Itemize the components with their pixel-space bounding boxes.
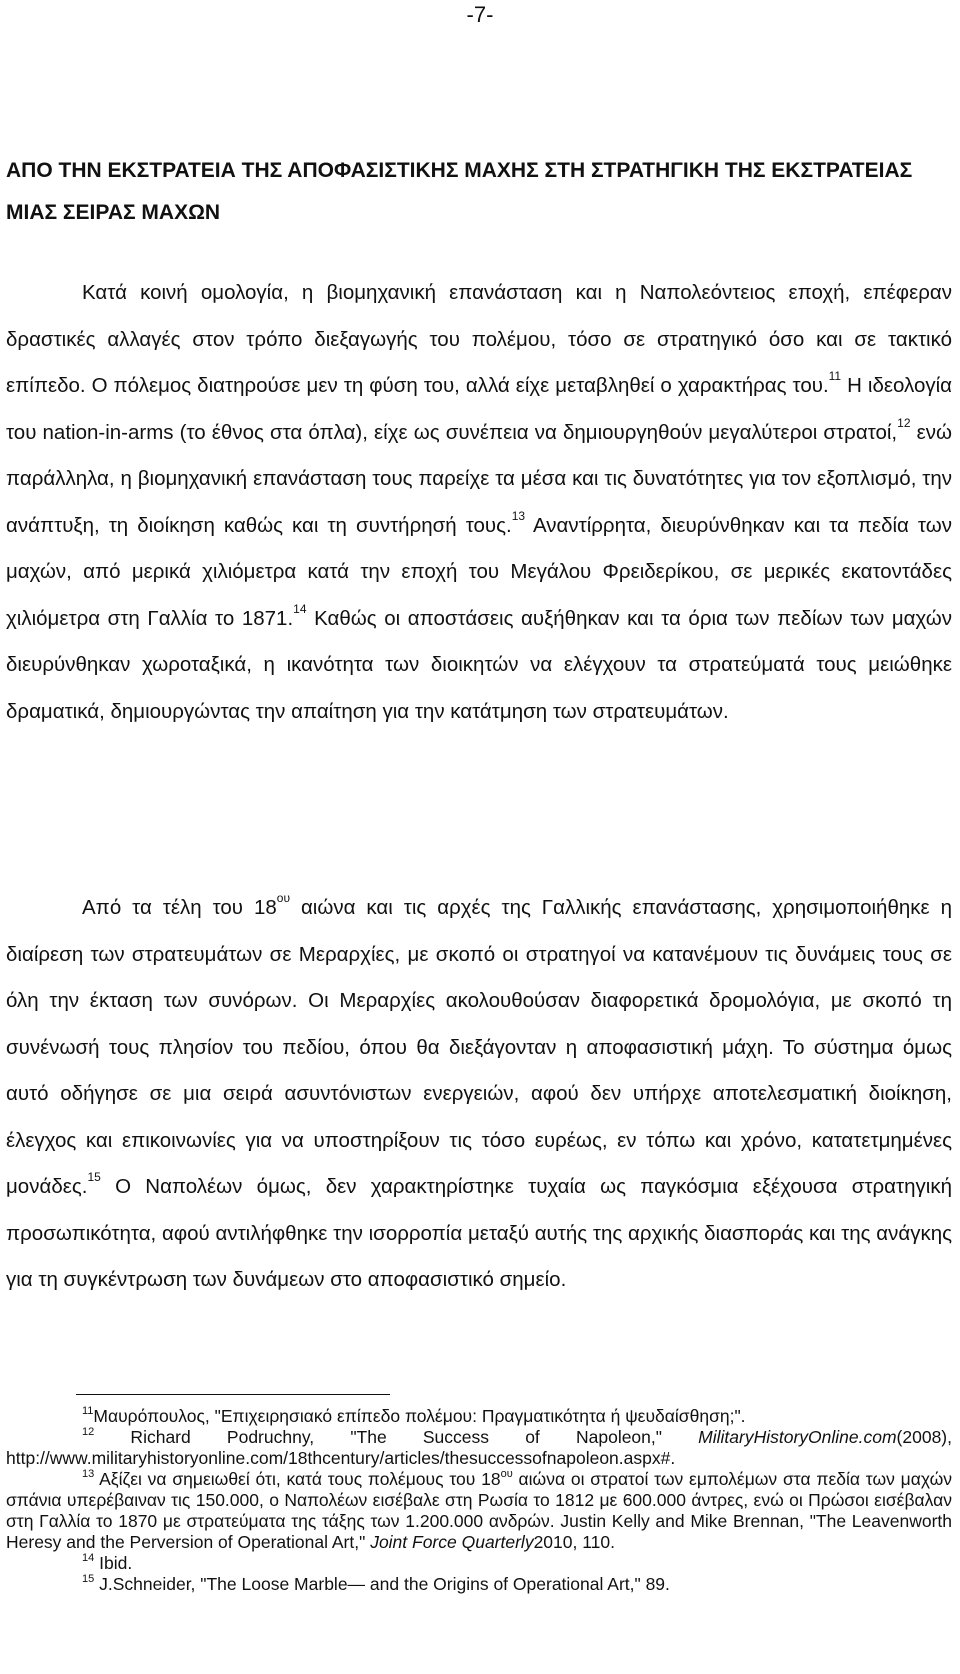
footnote-12 <box>6 1427 952 1469</box>
footnote-15 <box>6 1574 952 1595</box>
footnote-number: 11 <box>82 1405 94 1417</box>
footnote-text: Αξίζει να σημειωθεί ότι, κατά τους πολέμους του 18 <box>94 1469 501 1489</box>
para2-text-3: Ο Ναπολέων όμως, δεν χαρακτηρίστηκε τυχαία ως παγκόσμια εξέχουσα στρατηγική προσωπικότητα, αφού αντιλήφθηκε την ισορροπία μεταξύ αυτής της αρχικής διασποράς και της ανάγκης για τη συγκέντρωση των δυνάμεων στο αποφασιστικό σημείο. <box>6 1175 952 1291</box>
footnote-text: αιώνα οι στρατοί των εμπολέμων στα πεδία των μαχών σπάνια υπερέβαιναν τις 150.000, ο Ναπολέων εισέβαλε στη Ρωσία το 1812 με 600.000 άντρες, ενώ οι Πρώσοι εισέβαλαν στη Γαλλία το 1870 με στρατεύματα της τάξης των 1.200.000 ανδρών. Justin Kelly and Mike Brennan, "The Leavenworth Heresy and the Perversion of Operational Art," <box>6 1469 952 1552</box>
footnote-ref-13[interactable]: 13 <box>511 508 526 523</box>
footnote-14 <box>6 1553 952 1574</box>
para1-text-3: ενώ παράλληλα, η βιομηχανική επανάσταση τους παρείχε τα μέσα και τις δυνατότητες για τον εξοπλισμό, την ανάπτυξη, τη διοίκηση καθώς και τη συντήρησή τους. <box>6 420 952 537</box>
para2-text-1: Από τα τέλη του 18 <box>82 896 277 919</box>
footnote-ref-11[interactable]: 11 <box>828 369 842 383</box>
para1-text-1: Κατά κοινή ομολογία, η βιομηχανική επανάσταση και η Ναπολεόντειος εποχή, επέφεραν δραστικές αλλαγές στον τρόπο διεξαγωγής του πολέμου, τόσο σε στρατηγικό όσο και σε τακτικό επίπεδο. Ο πόλεμος διατηρούσε μεν τη φύση του, αλλά είχε μεταβληθεί ο χαρακτήρας του. <box>6 281 952 397</box>
footnotes <box>6 1406 952 1595</box>
footnote-text-url[interactable]: (2008), http://www.militaryhistoryonline.com/18thcentury/articles/thesuccessofnapoleon.aspx#. <box>6 1427 952 1468</box>
footnote-number: 12 <box>82 1426 95 1438</box>
ordinal-superscript: ου <box>500 1468 513 1480</box>
footnote-italic-title: MilitaryHistoryOnline.com <box>698 1427 897 1447</box>
footnote-text: Richard Podruchny, "The Success of Napoleon," <box>94 1427 699 1447</box>
para2-text-2: αιώνα και τις αρχές της Γαλλικής επανάστασης, χρησιμοποιήθηκε η διαίρεση των στρατευμάτων σε Μεραρχίες, με σκοπό οι στρατηγοί να κατανέμουν τις δυνάμεις τους σε όλη την έκταση των συνόρων. Οι Μεραρχίες ακολουθούσαν διαφορετικά δρομολόγια, με σκοπό τη συνένωσή τους πλησίον του πεδίου, όπου θα διεξάγονταν η αποφασιστική μάχη. Το σύστημα όμως αυτό οδήγησε σε μια σειρά ασυντόνιστων ενεργειών, αφού δεν υπήρχε αποτελεσματική διοίκηση, έλεγχος και επικοινωνίες για να υποστηρίξουν τις τόσο ευρέως, εν τόπω και χρόνο, κατατετμημένες μονάδες. <box>6 896 952 1198</box>
footnote-ref-14[interactable]: 14 <box>293 601 307 616</box>
footnote-separator <box>76 1394 390 1395</box>
page-number: -7- <box>466 2 494 27</box>
footnote-text: Ibid. <box>94 1553 133 1573</box>
footnote-italic-title: Joint Force Quarterly <box>370 1532 534 1552</box>
paragraph-1 <box>6 270 952 735</box>
footnote-text: Μαυρόπουλος, "Επιχειρησιακό επίπεδο πολέμου: Πραγματικότητα ή ψευδαίσθηση;". <box>93 1406 746 1426</box>
footnote-text: J.Schneider, "The Loose Marble— and the Origins of Operational Art," 89. <box>94 1574 670 1594</box>
paragraph-2 <box>6 885 952 1304</box>
para1-text-5: Καθώς οι αποστάσεις αυξήθηκαν και τα όρια των πεδίων των μαχών διευρύνθηκαν χωροταξικά, η ικανότητα των διοικητών να ελέγχουν τα στρατεύματά τους μειώθηκε δραματικά, δημιουργώντας την απαίτηση για την κατάτμηση των στρατευμάτων. <box>6 606 952 723</box>
footnote-text: 2010, 110. <box>533 1532 615 1552</box>
footnote-ref-15[interactable]: 15 <box>87 1170 101 1184</box>
footnote-ref-12[interactable]: 12 <box>897 415 911 430</box>
footnote-13 <box>6 1469 952 1553</box>
para1-text-2: Η ιδεολογία του nation-in-arms (το έθνος στα όπλα), είχε ως συνέπεια να δημιουργηθούν μεγαλύτεροι στρατοί, <box>6 374 952 444</box>
footnote-number: 15 <box>82 1573 95 1585</box>
para1-text-4: Αναντίρρητα, διευρύνθηκαν και τα πεδία των μαχών, από μερικά χιλιόμετρα κατά την εποχή του Μεγάλου Φρειδερίκου, σε μερικές εκατοντάδες χιλιόμετρα στη Γαλλία το 1871. <box>6 513 952 630</box>
section-title: ΑΠΟ ΤΗΝ ΕΚΣΤΡΑΤΕΙΑ ΤΗΣ ΑΠΟΦΑΣΙΣΤΙΚΗΣ ΜΑΧΗΣ ΣΤΗ ΣΤΡΑΤΗΓΙΚΗ ΤΗΣ ΕΚΣΤΡΑΤΕΙΑΣ ΜΙΑΣ ΣΕΙΡΑΣ ΜΑΧΩΝ <box>6 159 913 224</box>
footnote-number: 13 <box>82 1468 95 1480</box>
footnote-number: 14 <box>82 1552 95 1564</box>
footnote-11 <box>6 1406 952 1427</box>
ordinal-superscript: ου <box>276 891 291 905</box>
